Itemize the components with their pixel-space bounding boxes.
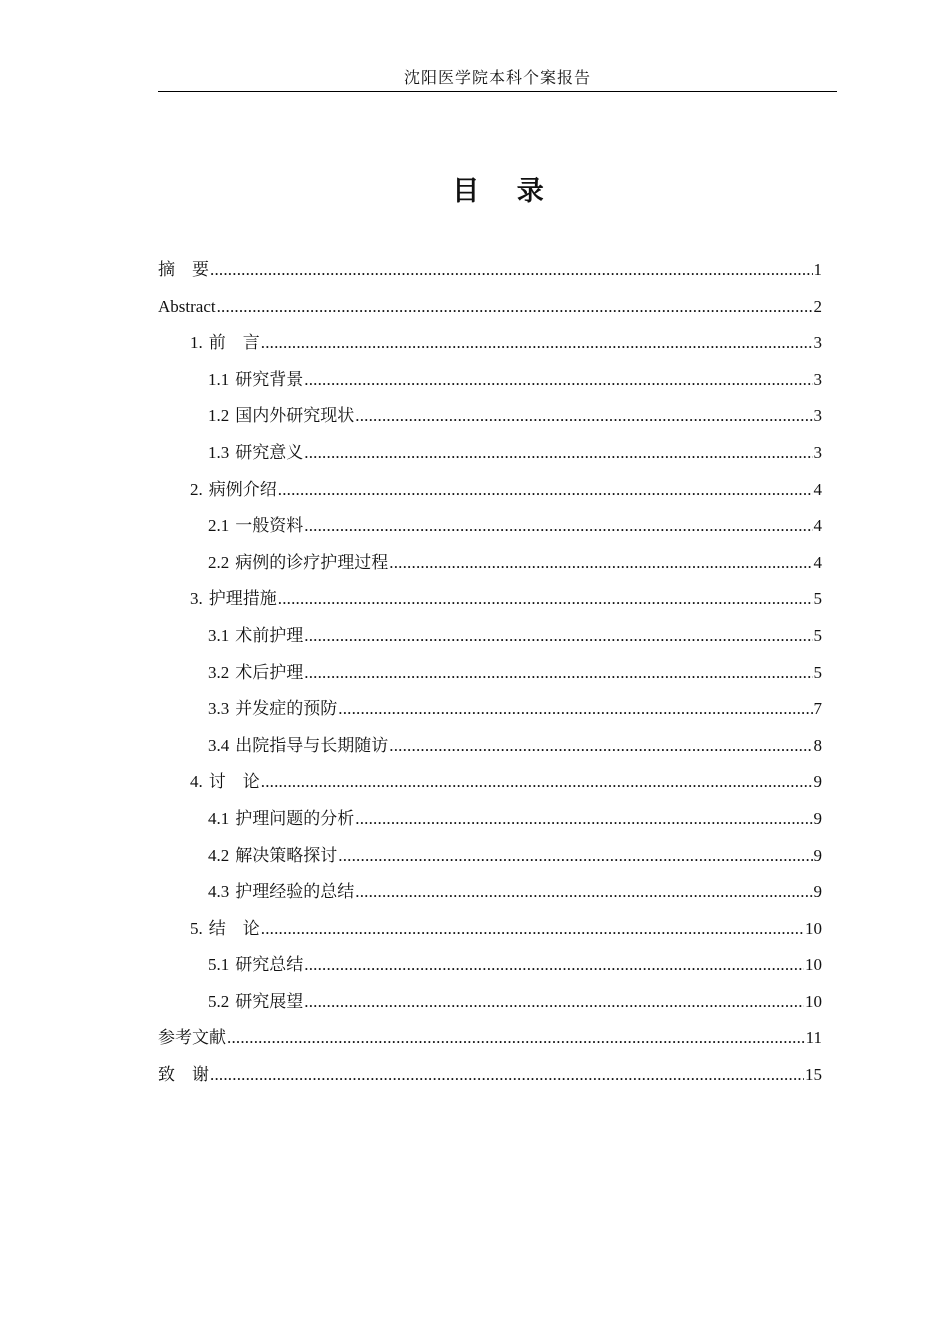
toc-dot-leader [227,1020,805,1056]
page-title: 目 录 [452,176,544,207]
toc-dot-leader [304,655,812,691]
toc-entry-page-number: 4 [813,552,822,572]
toc-entry-title: 并发症的预防 [235,699,338,719]
toc-entry[interactable] [158,691,822,728]
toc-entry-label [190,472,277,508]
toc-dot-leader [261,764,813,800]
page-header [158,67,837,92]
toc-entry[interactable] [158,947,822,984]
toc-entry[interactable] [158,1057,822,1094]
toc-entry-label [158,1057,209,1093]
toc-dot-leader [355,801,812,837]
toc-entry-title: 研究总结 [235,955,304,975]
toc-entry-number: 1.3 [208,442,230,462]
toc-entry-page-number: 9 [813,882,822,902]
toc-entry-title: 摘 要 [158,260,209,279]
toc-entry-label [208,838,337,874]
toc-entry-label [208,801,354,837]
toc-entry[interactable] [158,508,822,545]
toc-entry-label [208,362,303,398]
toc-entry-title: 护理经验的总结 [235,882,355,902]
toc-entry-number: 4.3 [208,882,230,902]
toc-dot-leader [261,911,804,947]
toc-dot-leader [304,984,804,1020]
toc-entry-label [208,508,303,544]
toc-entry-title: Abstract [158,296,216,316]
toc-dot-leader [278,472,813,508]
toc-entry-page-number: 10 [805,955,822,975]
toc-entry-label [190,581,277,617]
toc-entry-number: 3.1 [208,625,230,645]
toc-entry-title: 研究背景 [235,369,304,389]
toc-entry[interactable] [158,655,822,692]
toc-entry-page-number: 9 [813,845,822,865]
toc-entry-title: 参考文献 [158,1028,226,1048]
toc-dot-leader [389,728,812,764]
toc-entry-number: 2.1 [208,516,230,536]
toc-entry-page-number: 5 [813,625,822,645]
toc-entry[interactable] [158,1020,822,1057]
toc-entry-label [158,1020,226,1056]
toc-entry-page-number: 5 [813,589,822,609]
toc-dot-leader [304,362,812,398]
toc-entry[interactable] [158,874,822,911]
toc-dot-leader [278,581,813,617]
toc-entry-title: 研究展望 [235,991,304,1011]
toc-entry-title: 结 论 [208,918,260,938]
toc-dot-leader [355,398,812,434]
toc-dot-leader [210,1057,804,1093]
toc-entry-label [190,764,260,800]
toc-entry[interactable] [158,764,822,801]
toc-entry-number: 4. [190,772,203,792]
toc-entry-label [190,325,260,361]
toc-entry-number: 3.3 [208,699,230,719]
toc-entry-title: 术前护理 [235,625,304,645]
toc-entry[interactable] [158,911,822,948]
toc-entry-page-number: 3 [813,442,822,462]
toc-entry-title: 讨 论 [208,772,260,792]
toc-entry[interactable] [158,838,822,875]
toc-entry-page-number: 4 [813,516,822,536]
toc-dot-leader [261,325,813,361]
toc-dot-leader [217,289,813,325]
toc-entry-label [208,947,303,983]
toc-entry-label [208,618,303,654]
toc-entry-label [208,984,303,1020]
toc-entry-number: 5.1 [208,955,230,975]
toc-entry-page-number: 9 [813,808,822,828]
toc-entry[interactable] [158,581,822,618]
toc-entry-page-number: 10 [805,918,822,938]
toc-entry[interactable] [158,984,822,1021]
toc-entry[interactable] [158,618,822,655]
toc-entry-title: 研究意义 [235,442,304,462]
toc-dot-leader [304,947,804,983]
toc-entry-label [158,289,216,325]
toc-entry-label [208,398,354,434]
toc-entry-number: 3.2 [208,662,230,682]
toc-dot-leader [389,545,812,581]
toc-entry-page-number: 8 [813,735,822,755]
toc-entry-title: 病例介绍 [208,479,277,499]
toc-entry[interactable] [158,362,822,399]
toc-entry-page-number: 10 [805,991,822,1011]
toc-entry-title: 致 谢 [158,1065,209,1085]
toc-entry-page-number: 4 [813,479,822,499]
toc-entry[interactable] [158,435,822,472]
toc-entry-number: 3. [190,589,203,609]
toc-entry[interactable] [158,398,822,435]
toc-entry-page-number: 7 [813,699,822,719]
toc-dot-leader [210,252,813,288]
toc-entry-page-number: 2 [813,296,822,316]
toc-entry[interactable] [158,325,822,362]
toc-entry-title: 前 言 [208,333,260,353]
toc-entry-label [208,691,337,727]
toc-entry-title: 护理措施 [208,589,277,609]
toc-entry-label [208,655,303,691]
toc-dot-leader [338,838,812,874]
toc-entry-number: 3.4 [208,735,230,755]
toc-entry-page-number: 9 [813,772,822,792]
toc-entry-number: 1. [190,333,203,353]
toc-entry[interactable] [158,289,822,326]
toc-entry-label [158,252,209,288]
toc-entry-number: 1.1 [208,369,230,389]
toc-entry-title: 病例的诊疗护理过程 [235,552,389,572]
toc-entry-title: 护理问题的分析 [235,808,355,828]
toc-dot-leader [304,618,812,654]
toc-entry-number: 1.2 [208,406,230,426]
toc-entry-title: 解决策略探讨 [235,845,338,865]
toc-entry-page-number: 3 [813,333,822,353]
toc-entry-title: 术后护理 [235,662,304,682]
toc-entry-label [208,874,354,910]
toc-entry-title: 一般资料 [235,516,304,536]
toc-entry-page-number: 5 [813,662,822,682]
table-of-contents [158,252,822,1094]
toc-entry-label [208,435,303,471]
toc-entry-page-number: 3 [813,369,822,389]
toc-entry-title: 出院指导与长期随访 [235,735,389,755]
toc-entry-label [208,728,388,764]
toc-entry-number: 5. [190,918,203,938]
toc-entry-label [190,911,260,947]
toc-entry-number: 5.2 [208,991,230,1011]
toc-entry-page-number: 3 [813,406,822,426]
toc-entry[interactable] [158,801,822,838]
toc-entry[interactable] [158,728,822,765]
toc-entry-title: 国内外研究现状 [235,406,355,426]
toc-dot-leader [338,691,812,727]
toc-entry-number: 4.2 [208,845,230,865]
toc-entry[interactable] [158,472,822,509]
toc-dot-leader [355,874,812,910]
toc-dot-leader [304,435,812,471]
toc-entry-label [208,545,388,581]
header-text: 沈阳医学院本科个案报告 [403,70,591,87]
toc-entry[interactable] [158,252,822,289]
toc-entry-number: 2. [190,479,203,499]
toc-entry-number: 4.1 [208,808,230,828]
toc-entry-page-number: 1 [813,260,822,279]
toc-entry-number: 2.2 [208,552,230,572]
toc-entry-page-number: 15 [805,1065,822,1085]
toc-dot-leader [304,508,812,544]
toc-entry-page-number: 11 [805,1028,822,1048]
toc-entry[interactable] [158,545,822,582]
